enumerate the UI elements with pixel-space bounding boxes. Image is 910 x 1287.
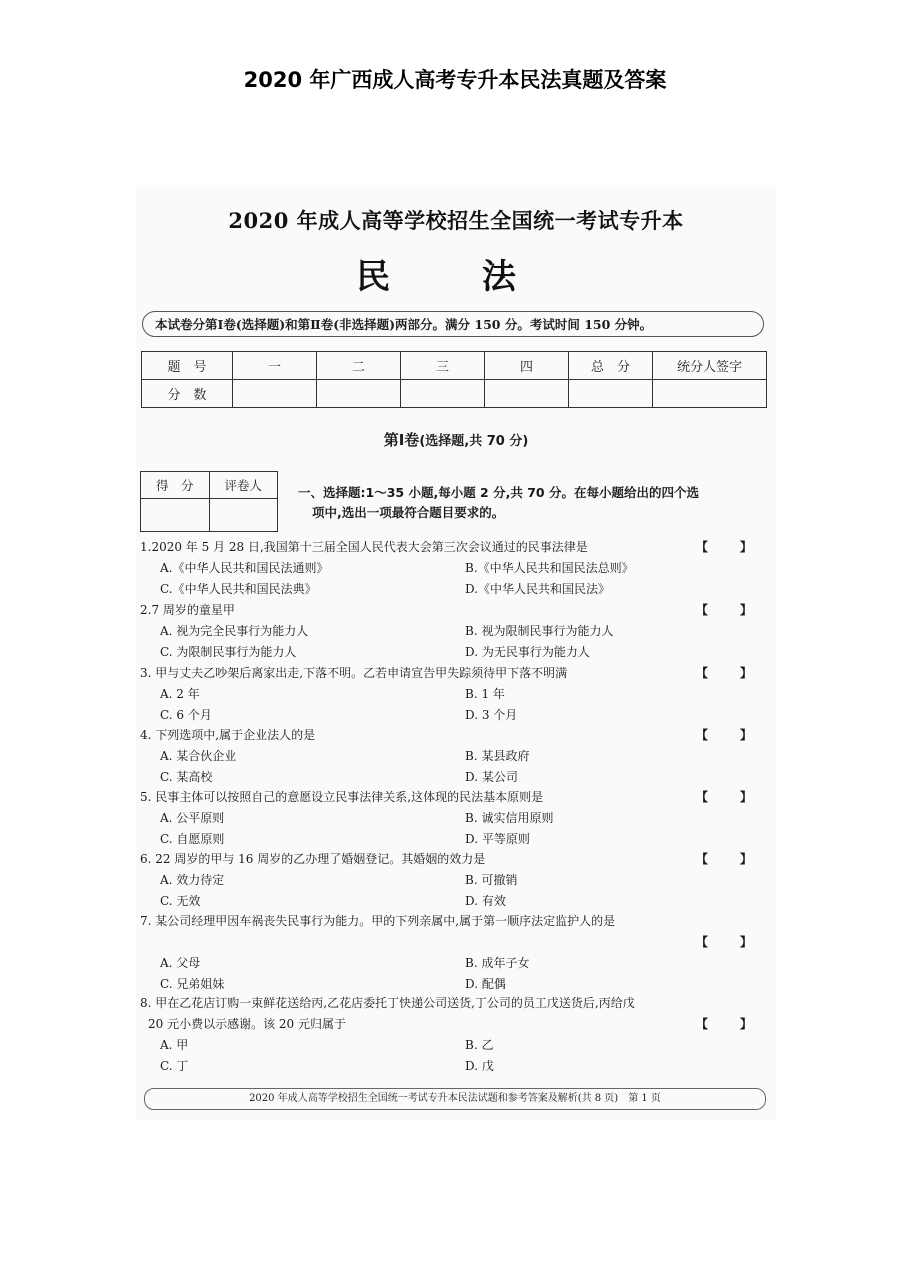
grader-name-cell	[209, 499, 278, 532]
score-header-cell: 统分人签字	[653, 352, 767, 380]
instruction-line: 一、选择题:1～35 小题,每小题 2 分,共 70 分。在每小题给出的四个选	[298, 485, 699, 500]
part-heading	[136, 429, 776, 450]
option: D. 3 个月	[465, 708, 518, 722]
question-stem: 5. 民事主体可以按照自己的意愿设立民事法律关系,这体现的民法基本原则是	[140, 790, 544, 804]
part-title: 第Ⅰ卷	[383, 431, 420, 449]
score-row-label: 分 数	[142, 380, 233, 408]
question-stem: 2.7 周岁的童星甲	[140, 603, 235, 617]
page-footer: 2020 年成人高等学校招生全国统一考试专升本民法试题和参考答案及解析(共 8 页) 第 1 页	[144, 1088, 766, 1110]
question-item	[140, 787, 770, 850]
answer-bracket: 【 】	[695, 790, 766, 804]
grader-score-label: 得 分	[141, 472, 210, 499]
question-stem: 1.2020 年 5 月 28 日,我国第十三届全国人民代表大会第三次会议通过的民事法律是	[140, 540, 588, 554]
question-stem-continued: 20 元小费以示感谢。该 20 元归属于	[148, 1017, 346, 1031]
answer-bracket: 【 】	[695, 603, 766, 617]
option: A. 公平原则	[160, 811, 225, 825]
option: A. 2 年	[160, 687, 200, 701]
option: C. 6 个月	[160, 708, 212, 722]
answer-bracket: 【 】	[695, 935, 766, 949]
option: C. 无效	[160, 894, 201, 908]
option: D. 配偶	[465, 977, 506, 991]
score-cell	[485, 380, 569, 408]
score-header-cell: 题 号	[142, 352, 233, 380]
question-item	[140, 911, 770, 995]
grader-score-cell	[141, 499, 210, 532]
grader-name-label: 评卷人	[209, 472, 278, 499]
option: D. 某公司	[465, 770, 518, 784]
score-cell	[317, 380, 401, 408]
option: B.《中华人民共和国民法总则》	[465, 561, 634, 575]
question-stem: 7. 某公司经理甲因车祸丧失民事行为能力。甲的下列亲属中,属于第一顺序法定监护人的是	[140, 914, 616, 928]
question-stem: 3. 甲与丈夫乙吵架后离家出走,下落不明。乙若申请宣告甲失踪须待甲下落不明满	[140, 666, 568, 680]
score-cell	[401, 380, 485, 408]
option: D. 戊	[465, 1059, 494, 1073]
score-table-header-row	[142, 352, 767, 380]
option: B. 诚实信用原则	[465, 811, 554, 825]
question-stem: 8. 甲在乙花店订购一束鲜花送给丙,乙花店委托丁快递公司送货,丁公司的员工戊送货后,丙给戊	[140, 996, 635, 1010]
score-header-cell: 总 分	[569, 352, 653, 380]
option: A. 视为完全民事行为能力人	[160, 624, 309, 638]
option: D.《中华人民共和国民法》	[465, 582, 611, 596]
score-cell	[653, 380, 767, 408]
part-subtitle: (选择题,共 70 分)	[419, 434, 529, 449]
option: B. 1 年	[465, 687, 505, 701]
question-item	[140, 600, 770, 663]
score-header-cell: 三	[401, 352, 485, 380]
question-item	[140, 993, 770, 1077]
option: B. 视为限制民事行为能力人	[465, 624, 614, 638]
answer-bracket: 【 】	[695, 728, 766, 742]
score-header-cell: 一	[233, 352, 317, 380]
option: A. 父母	[160, 956, 201, 970]
exam-title: 2020 年成人高等学校招生全国统一考试专升本	[228, 208, 684, 233]
option: A. 甲	[160, 1038, 189, 1052]
score-cell	[569, 380, 653, 408]
answer-bracket: 【 】	[695, 540, 766, 554]
option: A.《中华人民共和国民法通则》	[160, 561, 329, 575]
option: B. 可撤销	[465, 873, 518, 887]
score-cell	[233, 380, 317, 408]
question-stem: 4. 下列选项中,属于企业法人的是	[140, 728, 316, 742]
question-item	[140, 537, 770, 600]
document-title: 2020 年广西成人高考专升本民法真题及答案	[243, 68, 667, 92]
instruction-line: 项中,选出一项最符合题目要求的。	[312, 505, 505, 520]
exam-notice: 本试卷分第Ⅰ卷(选择题)和第Ⅱ卷(非选择题)两部分。满分 150 分。考试时间 150 分钟。	[142, 311, 764, 337]
option: C. 丁	[160, 1059, 189, 1073]
option: A. 效力待定	[160, 873, 225, 887]
score-header-cell: 四	[485, 352, 569, 380]
option: C. 自愿原则	[160, 832, 225, 846]
option: D. 为无民事行为能力人	[465, 645, 590, 659]
option: C.《中华人民共和国民法典》	[160, 582, 317, 596]
option: C. 某高校	[160, 770, 213, 784]
question-item	[140, 849, 770, 912]
question-stem: 6. 22 周岁的甲与 16 周岁的乙办理了婚姻登记。其婚姻的效力是	[140, 852, 486, 866]
exam-subject: 民 法	[356, 257, 556, 297]
option: A. 某合伙企业	[160, 749, 237, 763]
answer-bracket: 【 】	[695, 666, 766, 680]
option: B. 乙	[465, 1038, 494, 1052]
question-item	[140, 663, 770, 726]
answer-bracket: 【 】	[695, 1017, 766, 1031]
score-header-cell: 二	[317, 352, 401, 380]
answer-bracket: 【 】	[695, 852, 766, 866]
section-instruction	[298, 483, 768, 523]
question-item	[140, 725, 770, 788]
option: D. 平等原则	[465, 832, 530, 846]
option: C. 为限制民事行为能力人	[160, 645, 297, 659]
option: B. 某县政府	[465, 749, 530, 763]
grader-box	[140, 471, 278, 532]
option: B. 成年子女	[465, 956, 530, 970]
option: C. 兄弟姐妹	[160, 977, 225, 991]
score-table	[141, 351, 767, 408]
scanned-exam-page	[136, 185, 776, 1120]
score-table-value-row	[142, 380, 767, 408]
option: D. 有效	[465, 894, 506, 908]
